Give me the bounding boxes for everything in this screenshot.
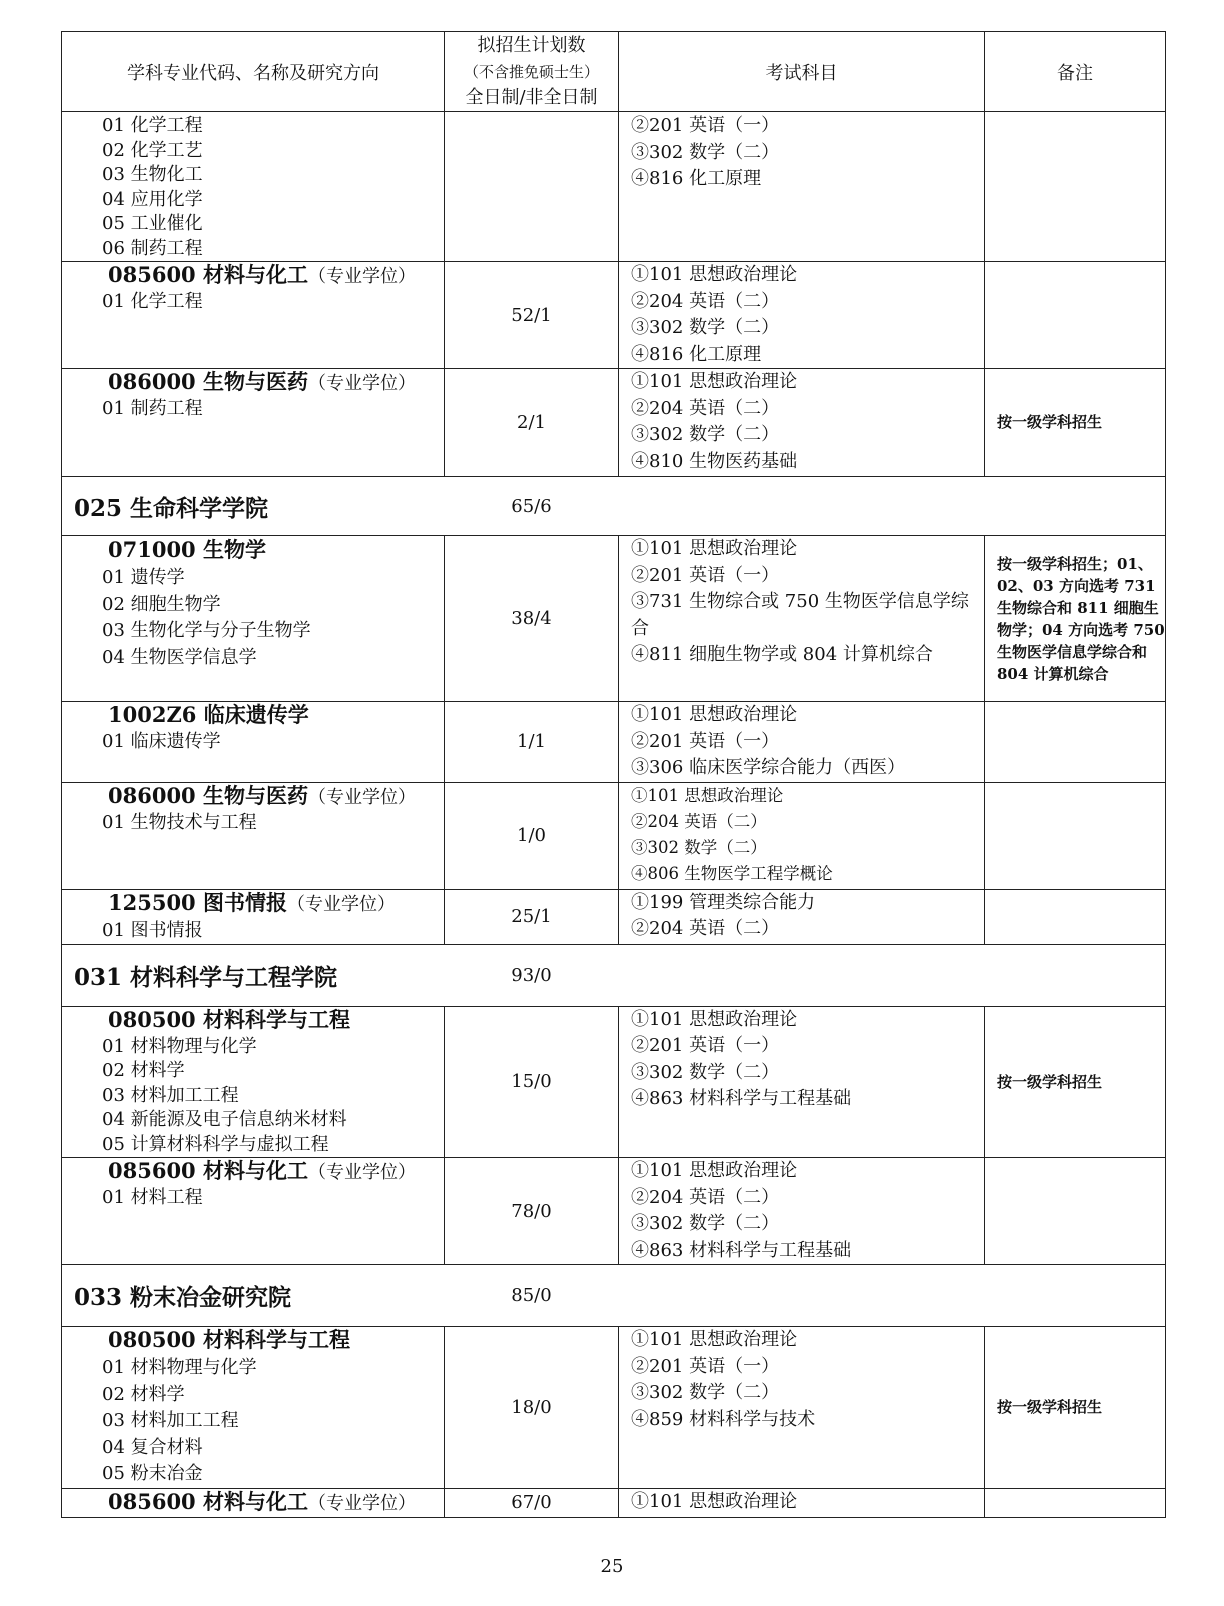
- college-name: 031 材料科学与工程学院: [62, 944, 445, 1006]
- table-row: [62, 1488, 1166, 1517]
- direction: 02 材料学: [102, 1060, 185, 1081]
- program-title: 1002Z6 临床遗传学: [108, 702, 309, 727]
- subject: ④806 生物医学工程学概论: [631, 863, 833, 883]
- subject: ④859 材料科学与技术: [631, 1408, 816, 1430]
- subject: ③302 数学（二）: [631, 837, 767, 857]
- subjects-cell: [619, 889, 985, 944]
- subject: ③731 生物综合或 750 生物医学信息学综合: [631, 591, 969, 639]
- subject: ①101 思想政治理论: [631, 1160, 798, 1181]
- note-cell: [985, 782, 1166, 889]
- direction: 04 新能源及电子信息纳米材料: [102, 1109, 347, 1130]
- table-row: [62, 702, 1166, 783]
- program-cell: [62, 536, 445, 702]
- header-plan: 拟招生计划数 （不含推免硕士生） 全日制/非全日制: [445, 32, 619, 112]
- subject: ③302 数学（二）: [631, 1213, 780, 1234]
- program-cell: [62, 1327, 445, 1489]
- direction: 01 图书情报: [102, 919, 203, 941]
- program-title: 125500 图书情报（专业学位）: [108, 889, 395, 915]
- college-plan: 93/0: [445, 944, 619, 1006]
- direction: 01 材料物理与化学: [102, 1035, 257, 1057]
- table-row: [62, 112, 1166, 262]
- program-title: 080500 材料科学与工程: [108, 1006, 350, 1032]
- direction: 03 生物化工: [102, 164, 203, 185]
- page-number: 25: [600, 1556, 624, 1577]
- subject: ①101 思想政治理论: [631, 538, 798, 559]
- college-name: 025 生命科学学院: [62, 477, 445, 536]
- subjects-cell: [619, 536, 985, 702]
- table-header: [62, 32, 1166, 112]
- direction: 01 材料工程: [102, 1187, 203, 1208]
- note-cell: [985, 1158, 1166, 1265]
- program-cell: [62, 889, 445, 944]
- subjects-cell: [619, 1006, 985, 1158]
- subject: ④810 生物医药基础: [631, 450, 798, 472]
- subject: ④863 材料科学与工程基础: [631, 1088, 852, 1109]
- direction: 05 粉末冶金: [102, 1463, 203, 1484]
- program-cell: [62, 112, 445, 262]
- subjects-cell: [619, 369, 985, 477]
- subject: ①101 思想政治理论: [631, 1329, 798, 1350]
- direction: 03 材料加工工程: [102, 1410, 239, 1431]
- subject: ②204 英语（二）: [631, 918, 780, 939]
- direction: 05 计算材料科学与虚拟工程: [102, 1133, 329, 1155]
- plan-cell: 78/0: [445, 1158, 619, 1265]
- subject: ②201 英语（一）: [631, 115, 780, 136]
- college-plan: 65/6: [445, 477, 619, 536]
- header-notes: 备注: [985, 32, 1166, 112]
- note-cell: 按一级学科招生: [985, 1327, 1166, 1489]
- direction: 02 化学工艺: [102, 139, 203, 161]
- plan-cell: 18/0: [445, 1327, 619, 1489]
- program-title: 085600 材料与化工（专业学位）: [108, 1158, 416, 1183]
- program-cell: [62, 702, 445, 783]
- subject: ③302 数学（二）: [631, 1061, 780, 1083]
- college-row: [62, 477, 1166, 536]
- program-cell: [62, 1488, 445, 1517]
- plan-cell: 52/1: [445, 262, 619, 369]
- note-cell: [985, 1488, 1166, 1517]
- subject: ①101 思想政治理论: [631, 785, 784, 805]
- subjects-cell: [619, 1488, 985, 1517]
- subjects-cell: [619, 112, 985, 262]
- plan-cell: 67/0: [445, 1488, 619, 1517]
- subjects-cell: [619, 1327, 985, 1489]
- college-row: [62, 944, 1166, 1006]
- program-title: 086000 生物与医药（专业学位）: [108, 369, 416, 394]
- subject: ②204 英语（二）: [631, 1186, 780, 1208]
- subject: ④816 化工原理: [631, 168, 762, 189]
- header-program: 学科专业代码、名称及研究方向: [62, 32, 445, 112]
- direction: 06 制药工程: [102, 237, 203, 259]
- direction: 02 细胞生物学: [102, 593, 221, 615]
- direction: 01 化学工程: [102, 291, 203, 312]
- college-row: [62, 1265, 1166, 1327]
- table-row: [62, 1158, 1166, 1265]
- program-cell: [62, 262, 445, 369]
- table-row: [62, 262, 1166, 369]
- note-cell: 按一级学科招生: [985, 369, 1166, 477]
- direction: 01 化学工程: [102, 115, 203, 136]
- program-title: 085600 材料与化工（专业学位）: [108, 1488, 416, 1514]
- subject: ③306 临床医学综合能力（西医）: [631, 757, 906, 778]
- subject: ②201 英语（一）: [631, 730, 780, 752]
- subject: ①101 思想政治理论: [631, 264, 798, 285]
- subject: ②201 英语（一）: [631, 1035, 780, 1056]
- program-cell: [62, 1158, 445, 1265]
- table-row: [62, 369, 1166, 477]
- college-plan: 85/0: [445, 1265, 619, 1327]
- program-cell: [62, 1006, 445, 1158]
- direction: 03 材料加工工程: [102, 1084, 239, 1106]
- plan-cell: 1/1: [445, 702, 619, 783]
- subject: ②204 英语（二）: [631, 290, 780, 312]
- direction: 01 制药工程: [102, 398, 203, 419]
- subject: ①101 思想政治理论: [631, 371, 798, 392]
- subject: ①199 管理类综合能力: [631, 891, 816, 913]
- direction: 01 材料物理与化学: [102, 1357, 257, 1378]
- plan-cell: [445, 112, 619, 262]
- plan-cell: 15/0: [445, 1006, 619, 1158]
- subject: ①101 思想政治理论: [631, 1490, 798, 1512]
- subject: ③302 数学（二）: [631, 424, 780, 445]
- direction: 01 临床遗传学: [102, 731, 221, 752]
- table-row: [62, 536, 1166, 702]
- direction: 01 生物技术与工程: [102, 811, 257, 833]
- subject: ②201 英语（一）: [631, 564, 780, 586]
- direction: 04 生物医学信息学: [102, 646, 257, 668]
- direction: 02 材料学: [102, 1383, 185, 1405]
- table-row: [62, 1006, 1166, 1158]
- program-title: 080500 材料科学与工程: [108, 1327, 350, 1352]
- program-title: 085600 材料与化工（专业学位）: [108, 262, 416, 287]
- direction: 04 应用化学: [102, 188, 203, 210]
- admission-table: [61, 31, 1166, 1518]
- program-cell: [62, 369, 445, 477]
- subject: ②201 英语（一）: [631, 1355, 780, 1377]
- direction: 04 复合材料: [102, 1436, 203, 1458]
- subjects-cell: [619, 1158, 985, 1265]
- table-row: [62, 889, 1166, 944]
- direction: 01 遗传学: [102, 567, 185, 588]
- direction: 03 生物化学与分子生物学: [102, 620, 311, 641]
- plan-cell: 25/1: [445, 889, 619, 944]
- note-cell: [985, 702, 1166, 783]
- program-title: 086000 生物与医药（专业学位）: [108, 782, 416, 808]
- subject: ③302 数学（二）: [631, 317, 780, 338]
- subject: ④863 材料科学与工程基础: [631, 1239, 852, 1261]
- program-cell: [62, 782, 445, 889]
- direction: 05 工业催化: [102, 213, 203, 234]
- subject: ①101 思想政治理论: [631, 704, 798, 725]
- plan-cell: 38/4: [445, 536, 619, 702]
- subject: ①101 思想政治理论: [631, 1008, 798, 1030]
- note-cell: 按一级学科招生；01、02、03 方向选考 731 生物综合和 811 细胞生物学；04 方向选考 750 生物医学信息学综合和 804 计算机综合: [985, 536, 1166, 702]
- note-cell: 按一级学科招生: [985, 1006, 1166, 1158]
- table-row: [62, 782, 1166, 889]
- header-subjects: 考试科目: [619, 32, 985, 112]
- subject: ③302 数学（二）: [631, 1382, 780, 1403]
- program-title: 071000 生物学: [108, 537, 266, 562]
- subjects-cell: [619, 262, 985, 369]
- subject: ④811 细胞生物学或 804 计算机综合: [631, 644, 933, 665]
- college-name: 033 粉末冶金研究院: [62, 1265, 445, 1327]
- subject: ③302 数学（二）: [631, 141, 780, 163]
- plan-cell: 2/1: [445, 369, 619, 477]
- subject: ②204 英语（二）: [631, 811, 767, 831]
- subjects-cell: [619, 782, 985, 889]
- subject: ④816 化工原理: [631, 343, 762, 365]
- note-cell: [985, 262, 1166, 369]
- plan-cell: 1/0: [445, 782, 619, 889]
- note-cell: [985, 112, 1166, 262]
- table-row: [62, 1327, 1166, 1489]
- subject: ②204 英语（二）: [631, 397, 780, 419]
- note-cell: [985, 889, 1166, 944]
- subjects-cell: [619, 702, 985, 783]
